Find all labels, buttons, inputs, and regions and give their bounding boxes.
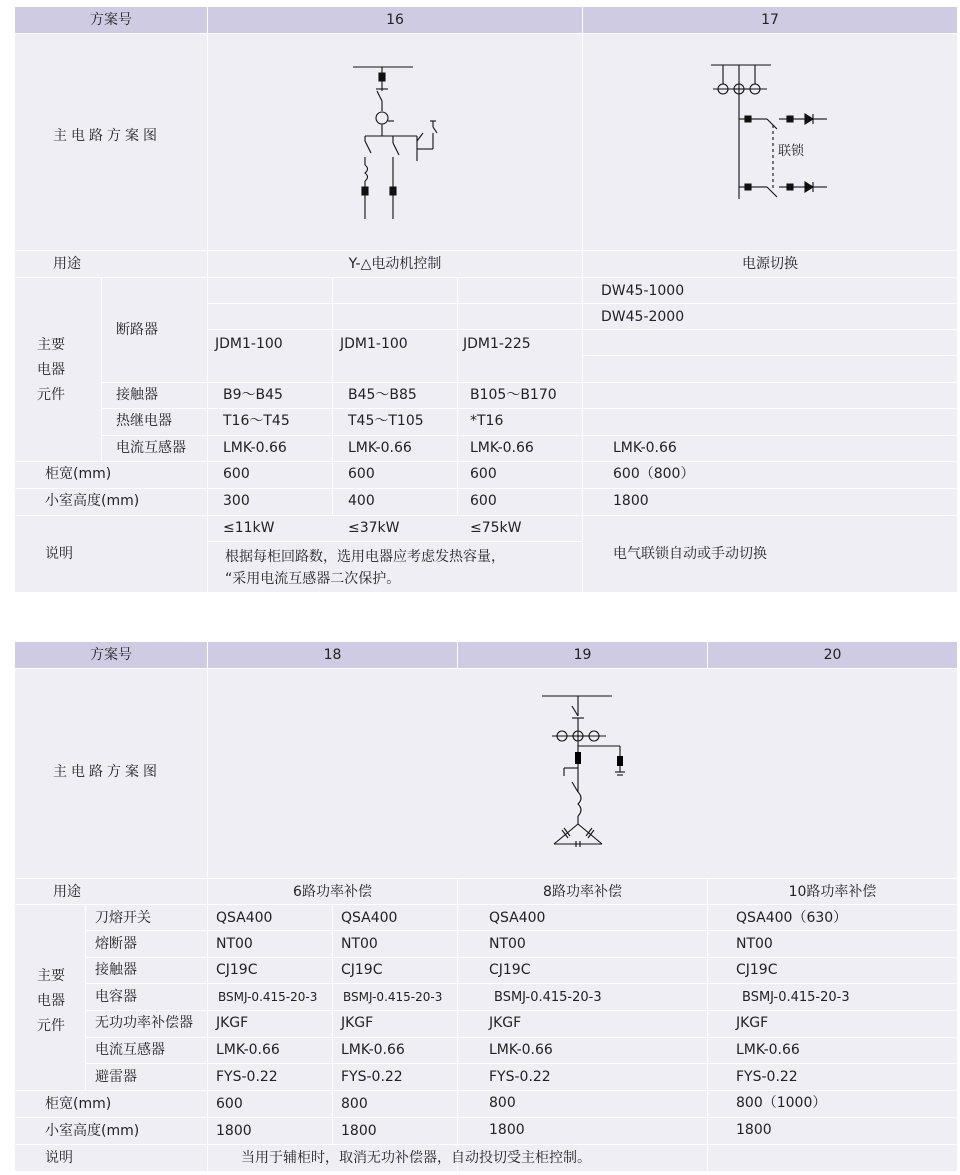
cell-d: JKGF (736, 1015, 769, 1031)
cell-a: BSMJ-0.415-20-3 (218, 990, 318, 1004)
header-scheme-16 (208, 7, 582, 33)
header-scheme-20: 20 (708, 642, 957, 668)
cell-d: FYS-0.22 (736, 1069, 798, 1085)
contactor-a: B9～B45 (223, 387, 283, 403)
cell-d: NT00 (736, 936, 773, 952)
usage-16: Y-△电动机控制 (348, 256, 442, 272)
cell-a: JKGF (216, 1015, 249, 1031)
row-label: 熔断器 (95, 936, 137, 952)
circuit-diagram-16 (345, 61, 455, 221)
row-label: 刀熔开关 (95, 910, 151, 926)
width-a: 600 (223, 466, 250, 482)
diagram-row-label: 主电路方案图 (53, 128, 161, 144)
height-label: 小室高度(mm) (45, 493, 140, 509)
cell-d: QSA400（630） (736, 910, 848, 926)
cell-b: CJ19C (341, 962, 383, 978)
width-18-b: 800 (341, 1096, 368, 1112)
height-label-2: 小室高度(mm) (45, 1123, 140, 1139)
cell-b: NT00 (341, 936, 378, 952)
diagram-row-label-2: 主电路方案图 (53, 764, 161, 780)
width-b: 600 (348, 466, 375, 482)
note-text-2: 当用于辅柜时，取消无功补偿器，自动投切受主柜控制。 (241, 1150, 591, 1166)
header-scheme-18: 18 (208, 642, 457, 668)
usage-label-2: 用途 (53, 884, 81, 900)
scheme-number-16: 16 (386, 12, 404, 28)
width-20: 800（1000） (736, 1095, 827, 1111)
cell-a: CJ19C (216, 962, 258, 978)
header-label: 方案号 (90, 12, 132, 28)
breaker-s17-1: DW45-1000 (601, 283, 685, 299)
thermal-b: T45～T105 (348, 413, 424, 429)
contactor-c: B105～B170 (470, 387, 557, 403)
cell-b: JKGF (341, 1015, 374, 1031)
cell-a: NT00 (216, 936, 253, 952)
cell-c: QSA400 (489, 910, 546, 926)
cell-d: LMK-0.66 (736, 1042, 800, 1058)
row-label: 电流互感器 (95, 1042, 165, 1058)
header-label-2: 方案号 (90, 647, 132, 663)
cell-b: BSMJ-0.415-20-3 (343, 990, 443, 1004)
width-label: 柜宽(mm) (45, 466, 112, 482)
note-label-2: 说明 (45, 1150, 73, 1166)
note-power-c: ≤75kW (470, 520, 522, 536)
main-components-label-2: 主要 电器 元件 (37, 968, 65, 1034)
main-components-label: 主要 电器 元件 (37, 337, 65, 403)
cell-b: QSA400 (341, 910, 398, 926)
note-label: 说明 (45, 546, 73, 562)
cell-c: CJ19C (489, 962, 531, 978)
usage-19: 8路功率补偿 (543, 884, 622, 900)
header-scheme-17 (583, 7, 957, 33)
cell-b: LMK-0.66 (341, 1042, 405, 1058)
height-20: 1800 (736, 1122, 772, 1138)
row-label: 接触器 (95, 962, 137, 978)
note-power-a: ≤11kW (223, 520, 275, 536)
ct-a: LMK-0.66 (223, 440, 287, 456)
cell-a: FYS-0.22 (216, 1069, 278, 1085)
header-label-cell (15, 7, 207, 33)
height-a: 300 (223, 493, 250, 509)
ct-b: LMK-0.66 (348, 440, 412, 456)
header-scheme-19: 19 (458, 642, 707, 668)
cell-d: CJ19C (736, 962, 778, 978)
breaker-c: JDM1-225 (463, 336, 531, 352)
height-c: 600 (470, 493, 497, 509)
note-power-b: ≤37kW (348, 520, 400, 536)
row-label: 无功功率补偿器 (95, 1015, 193, 1031)
circuit-diagram-18-20 (540, 692, 650, 862)
height-19: 1800 (489, 1122, 525, 1138)
thermal-a: T16～T45 (223, 413, 290, 429)
breaker-b: JDM1-100 (340, 336, 408, 352)
ct-label: 电流互感器 (116, 440, 186, 456)
contactor-b: B45～B85 (348, 387, 417, 403)
cell-c: FYS-0.22 (489, 1069, 551, 1085)
breaker-label: 断路器 (116, 322, 158, 338)
width-18-a: 600 (216, 1096, 243, 1112)
thermal-c: *T16 (470, 413, 504, 429)
cell-c: LMK-0.66 (489, 1042, 553, 1058)
height-s17: 1800 (613, 493, 649, 509)
height-b: 400 (348, 493, 375, 509)
cell-c: JKGF (489, 1015, 522, 1031)
width-19: 800 (489, 1095, 516, 1111)
width-c: 600 (470, 466, 497, 482)
cell-a: LMK-0.66 (216, 1042, 280, 1058)
usage-label: 用途 (53, 256, 81, 272)
height-18-b: 1800 (341, 1123, 377, 1139)
row-label: 避雷器 (95, 1069, 137, 1085)
breaker-s17-2: DW45-2000 (601, 309, 685, 325)
cell-d: BSMJ-0.415-20-3 (742, 989, 850, 1005)
header-label-cell-2 (15, 642, 207, 668)
scheme-table-16-17 (15, 7, 957, 592)
usage-17: 电源切换 (742, 256, 798, 272)
cell-a: QSA400 (216, 910, 273, 926)
contactor-label: 接触器 (116, 387, 158, 403)
breaker-a: JDM1-100 (215, 336, 283, 352)
cell-c: NT00 (489, 936, 526, 952)
width-s17: 600（800） (613, 466, 695, 482)
usage-18: 6路功率补偿 (293, 884, 372, 900)
cell-b: FYS-0.22 (341, 1069, 403, 1085)
ct-c: LMK-0.66 (470, 440, 534, 456)
cell-c: BSMJ-0.415-20-3 (494, 989, 602, 1005)
note-line-2: “采用电流互感器二次保护。 (225, 571, 401, 587)
row-label: 电容器 (95, 989, 137, 1005)
note-s17: 电气联锁自动或手动切换 (613, 546, 767, 562)
usage-20: 10路功率补偿 (788, 884, 877, 900)
ct-s17: LMK-0.66 (613, 440, 677, 456)
note-line-1: 根据每柜回路数，选用电器应考虑发热容量， (225, 549, 505, 565)
scheme-number-17: 17 (761, 12, 779, 28)
circuit-diagram-17 (709, 59, 839, 199)
thermal-label: 热继电器 (116, 413, 172, 429)
height-18-a: 1800 (216, 1123, 252, 1139)
width-label-2: 柜宽(mm) (45, 1096, 112, 1112)
scheme-table-18-20 (15, 642, 957, 1171)
interlock-label: 联锁 (778, 143, 805, 159)
